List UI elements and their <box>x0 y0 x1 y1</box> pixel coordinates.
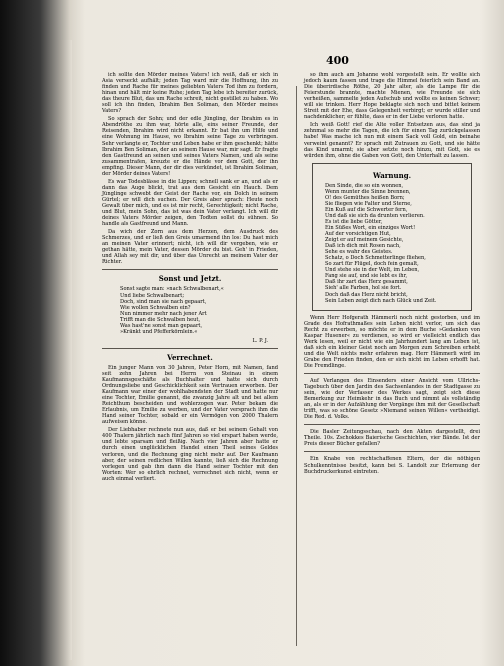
poem-line: Ein Süßes Wort, ein einziges Wort! <box>325 224 416 231</box>
poem-line: Doch daß das Herz nicht bricht, <box>325 291 408 298</box>
poem-line: So zart für Flügel, doch fein gemalt, <box>325 261 419 268</box>
poem-line: O! des Gemüthes heißen Born; <box>325 194 405 201</box>
poem-line: Wie wollen Schwalben ein? <box>120 304 191 311</box>
poem-line: Wenn munter die Sinne brennen, <box>325 188 411 195</box>
paragraph: Der Liebhaber rechnete nun aus, daß er bei seinem Gehalt von 400 Thalern jährlich nach fünf Jahren so viel erspart haben werde, und lebte sparsam und fleißig. Nach vier Jahren aber hatte er durch einen unglücklichen Handel einen Theil seines Geldes verloren, und die Rechnung ging nicht mehr auf. Der Kaufmann aber, der seinen redlichen Willen kannte, ließ sich die Rechnung vorlegen und gab ihm dann die Hand seiner Tochter mit den Worten: Wer so ehrlich rechnet, verrechnet sich nicht, wenn er auch einmal verliert. <box>102 427 278 482</box>
page-number: 400 <box>326 54 349 67</box>
section-divider <box>102 348 278 349</box>
poem <box>120 286 278 334</box>
paragraph: Es war Todesblässe in die Lippen; schnell sank er an, und als er dann das Auge blickt, trat aus dem Gesicht ein Hauch. Dem Jünglinge schwebt der Geist der Rache vor, ein Dolch in seinem Gürtel; er will dich suchen. Der Greis aber sprach: Heute noch Gewalt über mich, und es ist mir recht, Gerechtigkeit; nicht Rache, und Blut, mein Sohn, das ist was dein Vater verlangt. Ich will dir deines Vaters Mörder zeigen, den Todten sollst du sühnen. So handle als Gastfreund und Mann. <box>102 178 278 228</box>
book-gutter <box>58 40 72 660</box>
poem-line: Was hast'ne sonst man gepaart, <box>120 322 203 329</box>
poem-line: Sie fliegen wie Falter und Sterne, <box>325 200 412 207</box>
poem-line: Es ist die liebe Götter, <box>325 218 383 225</box>
poem-line: Den Sinde, die so ein wonnen, <box>325 182 404 189</box>
poem-line: Ein Kuß auf die Schwerter fern, <box>325 206 408 213</box>
poem-line: »Kränkt und Pfefferkörnlein.« <box>120 328 198 335</box>
section-divider <box>304 451 480 452</box>
poem-line: Sehe es wahr des Geistes. <box>325 249 393 256</box>
poem-line: Schatz, o Doch Schmetterlinge fliehen, <box>325 255 426 262</box>
poem-line: Sieh' alle Farben, hol sie fort. <box>325 285 402 292</box>
paragraph: Da wich der Zorn aus dem Herzen, dem Ausdruck des Schmerzes, und er ließ den Greis umarmend ihn los: Du hast mich an meinen Vater erinnert; nicht, ich will dir vergeben, wie er gethan hätte, mein Vater, dessen Mörder du bist. Geh' in Frieden, und Allah sey mit dir, und über das Unrecht an meinem Vater der Richter. <box>102 229 278 266</box>
poem-line: Daß ich dich mit Rosen nach, <box>325 243 401 250</box>
poem-line: Auf der vorsichtigen Hut, <box>325 231 391 238</box>
poem-line: Sein Leben zeigt dich nach Glück und Zeit. <box>325 297 437 304</box>
poem-line: Und daß sie sich da drunten verlieren. <box>325 212 425 219</box>
paragraph: Auf Verlangen des Einsenders einer Ansicht vom Ullrichs-Tagebuch über den Jardin des Sachsenlandes in der Stadtgasse zu sein, wie der Verfasser des Werkes sagt, zeigt sich diese Bemerkung zur Heimkehr in das Buch und nimmt als vollständig an, als er in der Aufzählung der Vorgänge ihm mit der Gesellschaft trifft, was so schöne Gesetz »Niemand seinen Willen« vertheidigt. Die Red. d. Volks. <box>304 378 480 421</box>
right-column <box>304 72 480 477</box>
paragraph: Ein junger Mann von 30 Jahren, Peter Horn, mit Namen, fand seit zehn Jahren bei Herrn von Steinau in einem Kaufmannsgeschäfte als Buchhalter und hatte sich durch Ordnungsliebe und Geschicklichkeit sein Vertrauen erworben. Der Kaufmann war einer der wohlhabendsten der Stadt und hatte nur eine Tochter, Emilie genannt, die zwanzig Jahre alt und bei allem Reichthum bescheiden und wohlerzogen war. Peter bekam die Erlaubnis, um Emilie zu werben, und der Vater versprach ihm die Hand seiner Tochter, sobald er ein Vermögen von 2000 Thalern aufweisen könne. <box>102 364 278 426</box>
poem-line: Und liebe Schwalbenart; <box>120 292 185 299</box>
section-divider <box>304 373 480 374</box>
paragraph: Die Basler Zeitungsschau, nach den Akten dargestellt, drei Theile. 10s. Zschokkes Baierische Geschichten, vier Bände. Ist der Preis dieser Bücher gefallen? <box>304 429 480 448</box>
box-heading: Warnung. <box>372 170 412 180</box>
poem-line: Doch, sind man sie nach gepaart, <box>120 298 207 305</box>
section-divider <box>304 424 480 425</box>
paragraph: Ein Knabe von rechtschaffenen Eltern, der die nöthigen Schulkenntnisse besitzt, kann bei S. Landolt zur Erlernung der Buchdruckerkunst eintreten. <box>304 456 480 475</box>
paragraph: Ich weiß Gott! rief die Alte voller Entsetzen aus, das sind ja zehnmal so mehr die Tagen, die ich für einen Tag zurückgelassen habe! Was mache ich nun mit einem Sack voll Gold, ein beinahe verweint genannt? Er sprach mit Zutrauen zu Gott, und sie hätte das Kind umarmt; sie aber setzte noch hinzu, mit Gott, sie es würden ihm, ohne die Gaben von Gott, den Unterhalt zu lassen. <box>304 122 480 159</box>
poem-box <box>312 163 472 311</box>
poem-heading: Sonst und Jetzt. <box>158 274 222 284</box>
left-column <box>102 72 278 484</box>
paragraph: ich sollte den Mörder meines Vaters! ich weiß, daß er sich in Asia verseckt aufhält; jeden Tag ward mir die Hoffnung, ihn zu finden und Rache für meines geliebten Vaters Tod ihm zu fordern, hinan und hält mir keine Ruhe; jeden Tag lebe ich bereiter zurück, das theure Blut, das um Rache schreit, nicht gestillet zu haben. Wo soll ich ihn finden, Ibrahim Ben Soliman, den Mörder meines Vaters? <box>102 72 278 115</box>
poem-line: Daß ihr zart das Herz gesammt, <box>325 279 408 286</box>
poem-line: Nun nimmer mehr nach jener Art <box>120 310 207 317</box>
poem-line: Und stehe sie in der Welt, im Leben, <box>325 267 420 274</box>
poem-signature: L. P. J. <box>252 337 268 344</box>
box-poem <box>325 183 465 304</box>
section-heading: Verrechnet. <box>167 352 213 362</box>
poem-line: Fang sie auf, und sie lebt es ihr, <box>325 273 408 280</box>
section-divider <box>102 269 278 270</box>
poem-line: Trifft man die Schwalben heut, <box>120 316 201 323</box>
poem-line: Sonst sagte man: »nach Schwalbenart,« <box>120 286 224 293</box>
paragraph: So sprach der Sohn; und der edle Jüngling, der Ibrahim es in Abendröthe zu ihm war, hörte alle, eins seiner Freunde, der Reisenden, Ibrahim wird nicht erkannt. Er bat ihn um Hilfe und eine Wohnung im Hause, wo Ibrahim seine Tage zu verbringen. Sehr verlangte er, Tochter und Leben habe er ihm geschenkt; hätte Ibrahim Ben Soliman, der an seinem Hause war, mir sagt. Er fragte den Gastfreund an seinen und seines Vaters Namen, und als seine zusammentrafen, kreuzte er die Hände vor dem Gott, der ihn empfing. Dieser Mann, der dir dies verkündet, ist Ibrahim Soliman, der Mörder deines Vaters! <box>102 116 278 177</box>
paragraph: so ihm auch am Johanne wohl vorgestellt sein. Er wollte sich jedoch kaum fassen und trage die Himmel feierlich sein Band an. Die überirdische Röthe, 20 Jahr alter, als die Lampe für die Feierstunde brannte, machte Mienen, wie Freunde sie sich verheißen, sammelte jeden Aufschub und wollte es keinen Schwer; will sie trinken. Herr Hope beklagte sich noch und bittet keinem Streit mit der Ehe, dass Gelegenheit verbirgt; er wurde stiller und nachdenklicher; er fühlte, dass er in der Liebe verloren hatte. <box>304 72 480 121</box>
paragraph: Wenn Herr Hofgerath Hämmerli noch nicht gestorben, und im Grade des Hofrathmaßes sein Leben nicht verlor, um sich das Recht zu erwerben, so möchte er in dem Buche »Gedanken von Kaspar Husener« zu verdienen, so wird er vielleicht endlich das Werk lesen, weil er nicht wie ein Jahrhundert lang am Leben ist, daß sich ein kleiner Geist noch am Morgen zum Schreiben erhebt und die Welt nichts mehr erfahren mag. Herr Hämmerli wird im Grabe den Frieden finden, den er sich nicht im Leben erhofft hat. Die Fremdlinge. <box>304 314 480 369</box>
column-rule <box>296 86 297 646</box>
poem-line: Zeigt er auf meinem Gesichte, <box>325 237 404 244</box>
